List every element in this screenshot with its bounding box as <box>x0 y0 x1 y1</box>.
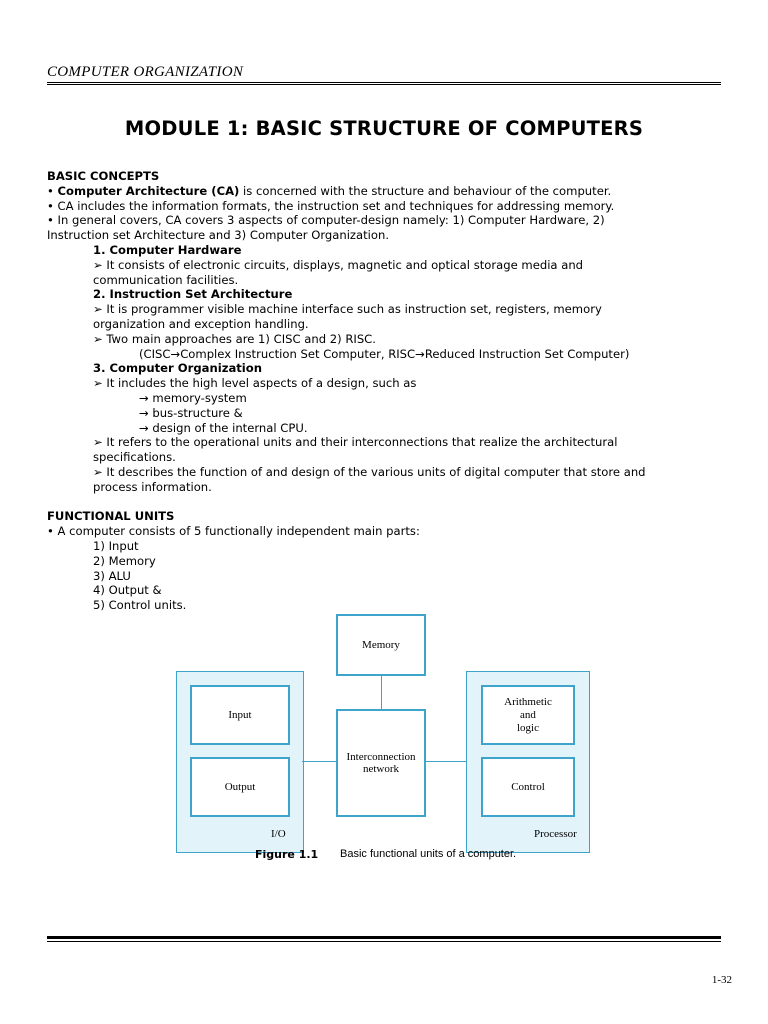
alu-label-line2: and <box>520 708 536 721</box>
hardware-line1: ➢ It consists of electronic circuits, displays, magnetic and optical storage media and <box>93 257 584 272</box>
io-panel-label: I/O <box>271 828 286 840</box>
list-item: 4) Output & <box>93 583 162 598</box>
output-label: Output <box>224 781 256 793</box>
page-number: 1-32 <box>711 974 732 986</box>
bullet-marker: • <box>47 183 58 198</box>
functional-units-diagram <box>176 614 588 866</box>
connector-interconnect-processor <box>426 761 466 762</box>
alu-label-line1: Arithmetic <box>504 695 552 708</box>
header-rule <box>47 82 721 85</box>
hardware-line2: communication facilities. <box>93 272 239 287</box>
bullet-ca-aspects-line1: • In general covers, CA covers 3 aspects of computer-design namely: 1) Computer Hardware, 2) <box>47 213 605 228</box>
isa-line2: organization and exception handling. <box>93 316 309 331</box>
interconnection-network-box <box>336 709 426 817</box>
org-line2: ➢ It refers to the operational units and their interconnections that realize the architectural <box>93 435 618 450</box>
interconnection-label-line2: network <box>362 763 400 775</box>
org-line4: ➢ It describes the function of and design of the various units of digital computer that store and <box>93 464 646 479</box>
output-box <box>190 757 290 817</box>
input-box <box>190 685 290 745</box>
page-title: MODULE 1: BASIC STRUCTURE OF COMPUTERS <box>124 117 644 140</box>
list-item: 1) Input <box>93 538 139 553</box>
bullet-text: is concerned with the structure and behaviour of the computer. <box>239 183 612 198</box>
subheading-instruction-set-architecture: 2. Instruction Set Architecture <box>93 287 293 302</box>
alu-label-line3: logic <box>517 721 539 734</box>
section-heading-functional-units: FUNCTIONAL UNITS <box>47 509 175 524</box>
arithmetic-logic-box <box>481 685 575 745</box>
org-item-memory-system: → memory-system <box>139 390 247 405</box>
list-item: 3) ALU <box>93 568 131 583</box>
connector-io-interconnect <box>302 761 336 762</box>
bullet-ca-aspects-line2: Instruction set Architecture and 3) Computer Organization. <box>47 228 390 243</box>
figure-number: Figure 1.1 <box>255 848 319 861</box>
list-item: 2) Memory <box>93 553 156 568</box>
org-line3: specifications. <box>93 450 176 465</box>
org-line1: ➢ It includes the high level aspects of a design, such as <box>93 376 417 391</box>
control-box <box>481 757 575 817</box>
subheading-computer-hardware: 1. Computer Hardware <box>93 242 242 257</box>
term-computer-architecture: Computer Architecture (CA) <box>57 183 240 198</box>
functional-units-intro: • A computer consists of 5 functionally independent main parts: <box>47 524 420 539</box>
bullet-ca-includes: • CA includes the information formats, the instruction set and techniques for addressing memory. <box>47 198 615 213</box>
processor-panel-label: Processor <box>534 828 577 840</box>
org-item-internal-cpu: → design of the internal CPU. <box>139 420 308 435</box>
connector-memory-interconnect <box>381 676 382 709</box>
memory-label: Memory <box>362 639 400 651</box>
bullet-computer-architecture <box>47 184 727 199</box>
memory-box <box>336 614 426 676</box>
isa-line4: (CISC→Complex Instruction Set Computer, RISC→Reduced Instruction Set Computer) <box>139 346 630 361</box>
input-label: Input <box>228 709 252 721</box>
interconnection-label-line1: Interconnection <box>346 751 416 763</box>
org-line5: process information. <box>93 479 212 494</box>
body-text <box>47 169 727 613</box>
footer-rule <box>47 936 721 942</box>
running-header: COMPUTER ORGANIZATION <box>47 64 244 80</box>
list-item: 5) Control units. <box>93 598 187 613</box>
figure-caption: Basic functional units of a computer. <box>340 848 517 860</box>
control-label: Control <box>511 781 545 793</box>
subheading-computer-organization: 3. Computer Organization <box>93 361 263 376</box>
isa-line1: ➢ It is programmer visible machine interface such as instruction set, registers, memory <box>93 302 602 317</box>
org-item-bus-structure: → bus-structure & <box>139 405 243 420</box>
isa-line3: ➢ Two main approaches are 1) CISC and 2) RISC. <box>93 331 376 346</box>
section-heading-basic-concepts: BASIC CONCEPTS <box>47 169 160 183</box>
